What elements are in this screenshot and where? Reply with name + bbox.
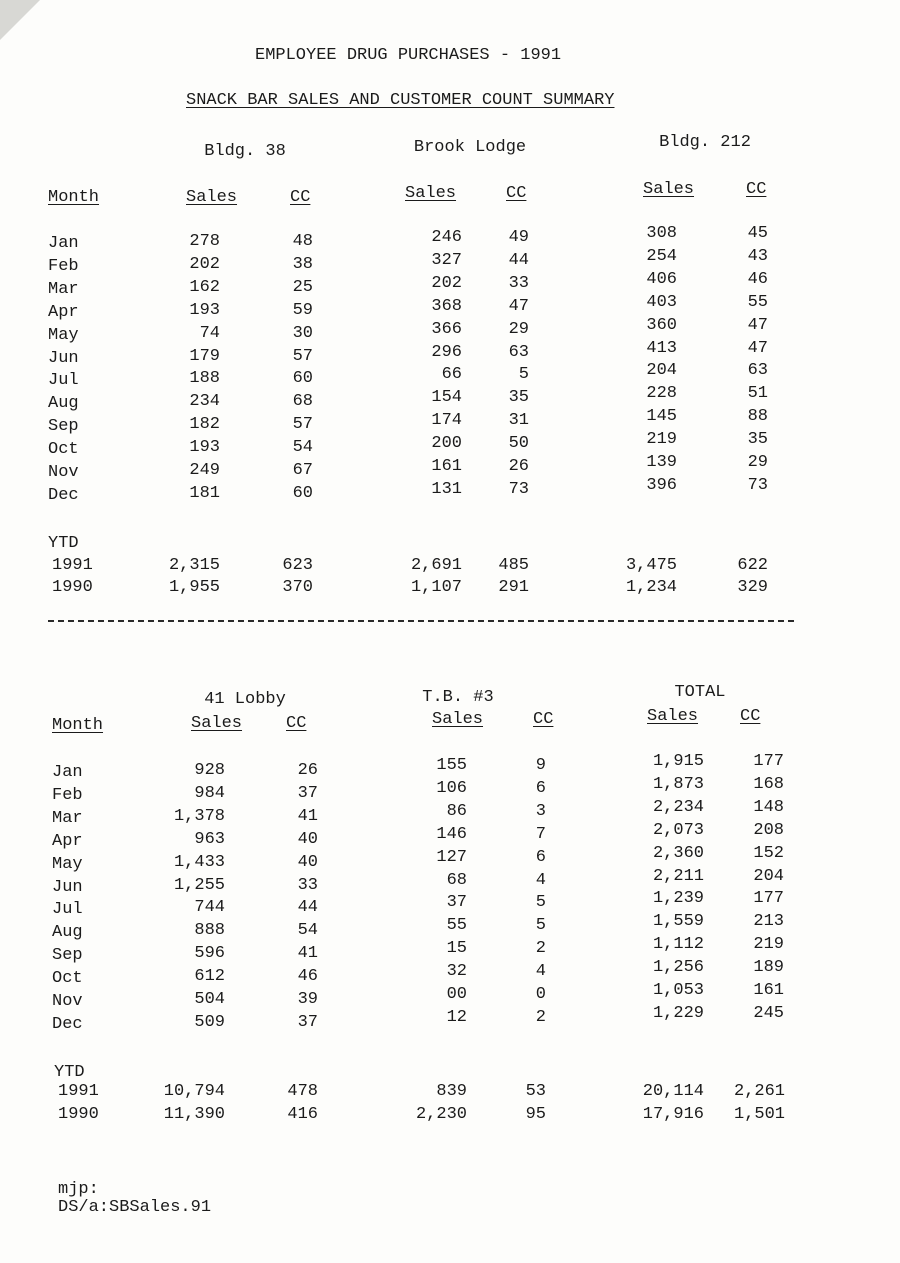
cc-value: 189: [753, 958, 784, 978]
sales-value: 368: [431, 296, 462, 316]
cc-value: 0: [535, 985, 546, 1004]
sales-header: Sales: [186, 188, 238, 207]
cc-value: 35: [747, 430, 768, 450]
sales-value: 146: [436, 824, 467, 844]
cc-value: 60: [292, 483, 313, 503]
month-label: Sep: [48, 417, 79, 437]
sales-value: 37: [446, 893, 467, 913]
sales-value: 406: [646, 269, 677, 289]
ytd-1990-cc: 1,501: [734, 1105, 786, 1124]
cc-value: 5: [535, 893, 546, 913]
sales-value: 1,433: [173, 852, 225, 872]
cc-value: 54: [297, 921, 318, 941]
ytd-1991-sales: 2,691: [410, 556, 462, 575]
month-label: Jan: [48, 234, 79, 253]
sales-value: 154: [431, 388, 462, 408]
sales-value: 509: [194, 1012, 225, 1032]
sales-value: 55: [446, 916, 467, 936]
month-label: Jul: [52, 900, 83, 920]
month-label: Nov: [48, 463, 79, 482]
cc-value: 219: [753, 935, 784, 955]
page-corner-shadow: [0, 0, 40, 40]
footer-file-ref: DS/a:SBSales.91: [58, 1198, 212, 1217]
month-label: Dec: [52, 1014, 83, 1034]
cc-header: CC: [746, 180, 767, 199]
sales-value: 1,255: [173, 875, 225, 895]
cc-value: 41: [297, 944, 318, 964]
ytd-1991-cc: 2,261: [734, 1082, 786, 1101]
cc-value: 208: [753, 820, 784, 840]
month-label: May: [52, 854, 83, 874]
ytd-1990-sales: 1,234: [625, 578, 677, 597]
sales-value: 366: [431, 319, 462, 339]
sales-value: 161: [431, 457, 462, 476]
cc-value: 245: [753, 1003, 784, 1023]
cc-value: 67: [292, 461, 313, 480]
sales-value: 188: [189, 369, 220, 389]
cc-value: 26: [297, 761, 318, 780]
sales-value: 2,234: [652, 797, 704, 817]
year-label-1990: 1990: [58, 1105, 99, 1124]
year-label-1991: 1991: [52, 556, 93, 575]
sales-value: 254: [646, 246, 677, 266]
location-header: Brook Lodge: [413, 138, 527, 157]
ytd-1991-cc: 53: [525, 1082, 546, 1101]
cc-value: 40: [297, 852, 318, 872]
sales-value: 396: [646, 475, 677, 495]
sales-value: 219: [646, 430, 677, 450]
sales-value: 246: [431, 228, 462, 247]
sales-value: 888: [194, 921, 225, 941]
sales-value: 00: [446, 985, 467, 1004]
cc-value: 45: [747, 224, 768, 243]
sales-value: 145: [646, 407, 677, 427]
cc-value: 2: [535, 939, 546, 959]
year-label-1991: 1991: [58, 1082, 99, 1101]
ytd-1990-cc: 416: [287, 1105, 318, 1124]
sales-value: 181: [189, 483, 220, 503]
cc-value: 43: [747, 246, 768, 266]
sales-value: 984: [194, 783, 225, 803]
document-title: EMPLOYEE DRUG PURCHASES - 1991: [255, 46, 562, 65]
cc-value: 33: [508, 273, 529, 293]
cc-value: 54: [292, 438, 313, 458]
month-label: May: [48, 325, 79, 345]
cc-header: CC: [286, 714, 307, 733]
ytd-1991-cc: 622: [737, 556, 768, 575]
sales-value: 403: [646, 292, 677, 312]
sales-value: 15: [446, 939, 467, 959]
cc-value: 168: [753, 774, 784, 794]
sales-value: 1,256: [652, 958, 704, 978]
month-label: Oct: [52, 969, 83, 989]
cc-value: 47: [508, 296, 529, 316]
sales-value: 200: [431, 434, 462, 454]
month-label: Apr: [52, 831, 83, 851]
ytd-1991-cc: 478: [287, 1082, 318, 1101]
sales-value: 68: [446, 870, 467, 890]
ytd-1991-sales: 3,475: [625, 556, 677, 575]
cc-value: 40: [297, 829, 318, 849]
section-divider: [48, 620, 794, 622]
month-label: Sep: [52, 946, 83, 966]
cc-value: 177: [753, 889, 784, 909]
month-label: Feb: [52, 785, 83, 805]
ytd-label: YTD: [54, 1063, 85, 1082]
cc-value: 152: [753, 843, 784, 863]
cc-value: 31: [508, 411, 529, 431]
cc-value: 73: [747, 475, 768, 495]
sales-value: 12: [446, 1007, 467, 1027]
month-label: Jun: [48, 348, 79, 368]
sales-value: 174: [431, 411, 462, 431]
cc-value: 47: [747, 315, 768, 335]
cc-value: 39: [297, 990, 318, 1009]
sales-value: 596: [194, 944, 225, 964]
cc-value: 46: [747, 269, 768, 289]
cc-value: 59: [292, 300, 313, 320]
sales-value: 278: [189, 232, 220, 251]
cc-value: 88: [747, 407, 768, 427]
month-label: Nov: [52, 992, 83, 1011]
cc-value: 55: [747, 292, 768, 312]
ytd-1990-cc: 329: [737, 578, 768, 597]
sales-value: 74: [199, 323, 220, 343]
sales-value: 308: [646, 224, 677, 243]
cc-value: 50: [508, 434, 529, 454]
sales-value: 1,053: [652, 981, 704, 1000]
document-subtitle: SNACK BAR SALES AND CUSTOMER COUNT SUMMARY: [186, 91, 615, 110]
sales-header: Sales: [191, 714, 243, 733]
cc-value: 47: [747, 338, 768, 358]
location-header: T.B. #3: [422, 688, 494, 707]
sales-value: 963: [194, 829, 225, 849]
sales-value: 1,873: [652, 774, 704, 794]
sales-value: 162: [189, 277, 220, 297]
cc-value: 213: [753, 912, 784, 932]
cc-value: 46: [297, 967, 318, 987]
location-header: Bldg. 212: [659, 133, 751, 152]
cc-value: 44: [297, 898, 318, 918]
ytd-1990-sales: 1,107: [410, 578, 462, 597]
cc-value: 63: [508, 342, 529, 362]
ytd-1991-cc: 485: [498, 556, 529, 575]
month-label: Dec: [48, 485, 79, 505]
cc-value: 63: [747, 361, 768, 381]
cc-value: 33: [297, 875, 318, 895]
month-label: Mar: [52, 808, 83, 828]
cc-value: 25: [292, 277, 313, 297]
cc-value: 30: [292, 323, 313, 343]
cc-value: 26: [508, 457, 529, 476]
year-label-1990: 1990: [52, 578, 93, 597]
sales-value: 193: [189, 438, 220, 458]
cc-value: 161: [753, 981, 784, 1000]
location-header: TOTAL: [674, 683, 726, 702]
sales-value: 1,915: [652, 752, 704, 771]
sales-value: 1,229: [652, 1003, 704, 1023]
ytd-1990-sales: 1,955: [168, 578, 220, 597]
cc-value: 29: [508, 319, 529, 339]
cc-value: 177: [753, 752, 784, 771]
cc-value: 57: [292, 346, 313, 366]
sales-value: 32: [446, 962, 467, 982]
sales-value: 202: [431, 273, 462, 293]
cc-value: 6: [535, 847, 546, 867]
cc-value: 48: [292, 232, 313, 251]
ytd-1991-sales: 2,315: [168, 556, 220, 575]
sales-value: 296: [431, 342, 462, 362]
cc-value: 7: [535, 824, 546, 844]
sales-value: 249: [189, 461, 220, 480]
sales-value: 179: [189, 346, 220, 366]
sales-value: 106: [436, 778, 467, 798]
cc-value: 5: [518, 365, 529, 385]
ytd-1990-sales: 11,390: [163, 1105, 225, 1124]
month-label: Aug: [48, 394, 79, 414]
sales-value: 228: [646, 384, 677, 404]
sales-value: 182: [189, 415, 220, 435]
sales-header: Sales: [647, 707, 699, 726]
month-label: Jun: [52, 877, 83, 897]
sales-value: 234: [189, 392, 220, 412]
cc-header: CC: [290, 188, 311, 207]
cc-value: 60: [292, 369, 313, 389]
cc-value: 41: [297, 806, 318, 826]
ytd-1990-cc: 95: [525, 1105, 546, 1124]
cc-value: 9: [535, 756, 546, 775]
sales-value: 2,073: [652, 820, 704, 840]
cc-value: 68: [292, 392, 313, 412]
cc-value: 5: [535, 916, 546, 936]
sales-value: 204: [646, 361, 677, 381]
sales-value: 1,378: [173, 806, 225, 826]
cc-value: 73: [508, 479, 529, 499]
month-label: Apr: [48, 302, 79, 322]
ytd-1991-sales: 10,794: [163, 1082, 225, 1101]
cc-value: 4: [535, 962, 546, 982]
sales-value: 2,211: [652, 866, 704, 886]
sales-header: Sales: [432, 710, 484, 729]
sales-value: 86: [446, 801, 467, 821]
ytd-label: YTD: [48, 534, 79, 553]
month-label: Mar: [48, 279, 79, 299]
cc-value: 49: [508, 228, 529, 247]
location-header: 41 Lobby: [204, 690, 286, 709]
sales-value: 360: [646, 315, 677, 335]
sales-value: 744: [194, 898, 225, 918]
cc-value: 148: [753, 797, 784, 817]
sales-value: 202: [189, 254, 220, 274]
month-label: Aug: [52, 923, 83, 943]
cc-value: 38: [292, 254, 313, 274]
cc-value: 51: [747, 384, 768, 404]
month-label: Feb: [48, 256, 79, 276]
cc-value: 204: [753, 866, 784, 886]
sales-header: Sales: [405, 184, 457, 203]
sales-value: 131: [431, 479, 462, 499]
sales-header: Sales: [643, 180, 695, 199]
month-header: Month: [48, 188, 100, 207]
cc-value: 37: [297, 1012, 318, 1032]
cc-value: 6: [535, 778, 546, 798]
sales-value: 1,559: [652, 912, 704, 932]
cc-value: 3: [535, 801, 546, 821]
sales-value: 928: [194, 761, 225, 780]
sales-value: 612: [194, 967, 225, 987]
sales-value: 66: [441, 365, 462, 385]
cc-value: 29: [747, 453, 768, 472]
cc-value: 2: [535, 1007, 546, 1027]
cc-header: CC: [533, 710, 554, 729]
sales-value: 127: [436, 847, 467, 867]
cc-value: 37: [297, 783, 318, 803]
sales-value: 327: [431, 250, 462, 270]
month-label: Oct: [48, 440, 79, 460]
month-label: Jan: [52, 763, 83, 782]
ytd-1991-cc: 623: [282, 556, 313, 575]
location-header: Bldg. 38: [204, 142, 286, 161]
sales-value: 155: [436, 756, 467, 775]
sales-value: 1,112: [652, 935, 704, 955]
ytd-1991-sales: 839: [436, 1082, 467, 1101]
ytd-1991-sales: 20,114: [642, 1082, 704, 1101]
sales-value: 139: [646, 453, 677, 472]
cc-value: 44: [508, 250, 529, 270]
cc-header: CC: [740, 707, 761, 726]
cc-header: CC: [506, 184, 527, 203]
ytd-1990-sales: 17,916: [642, 1105, 704, 1124]
sales-value: 504: [194, 990, 225, 1009]
ytd-1990-sales: 2,230: [415, 1105, 467, 1124]
ytd-1990-cc: 291: [498, 578, 529, 597]
sales-value: 193: [189, 300, 220, 320]
month-header: Month: [52, 716, 104, 735]
ytd-1990-cc: 370: [282, 578, 313, 597]
month-label: Jul: [48, 371, 79, 391]
cc-value: 57: [292, 415, 313, 435]
cc-value: 4: [535, 870, 546, 890]
cc-value: 35: [508, 388, 529, 408]
footer-initials: mjp:: [58, 1180, 99, 1199]
sales-value: 2,360: [652, 843, 704, 863]
sales-value: 413: [646, 338, 677, 358]
sales-value: 1,239: [652, 889, 704, 909]
